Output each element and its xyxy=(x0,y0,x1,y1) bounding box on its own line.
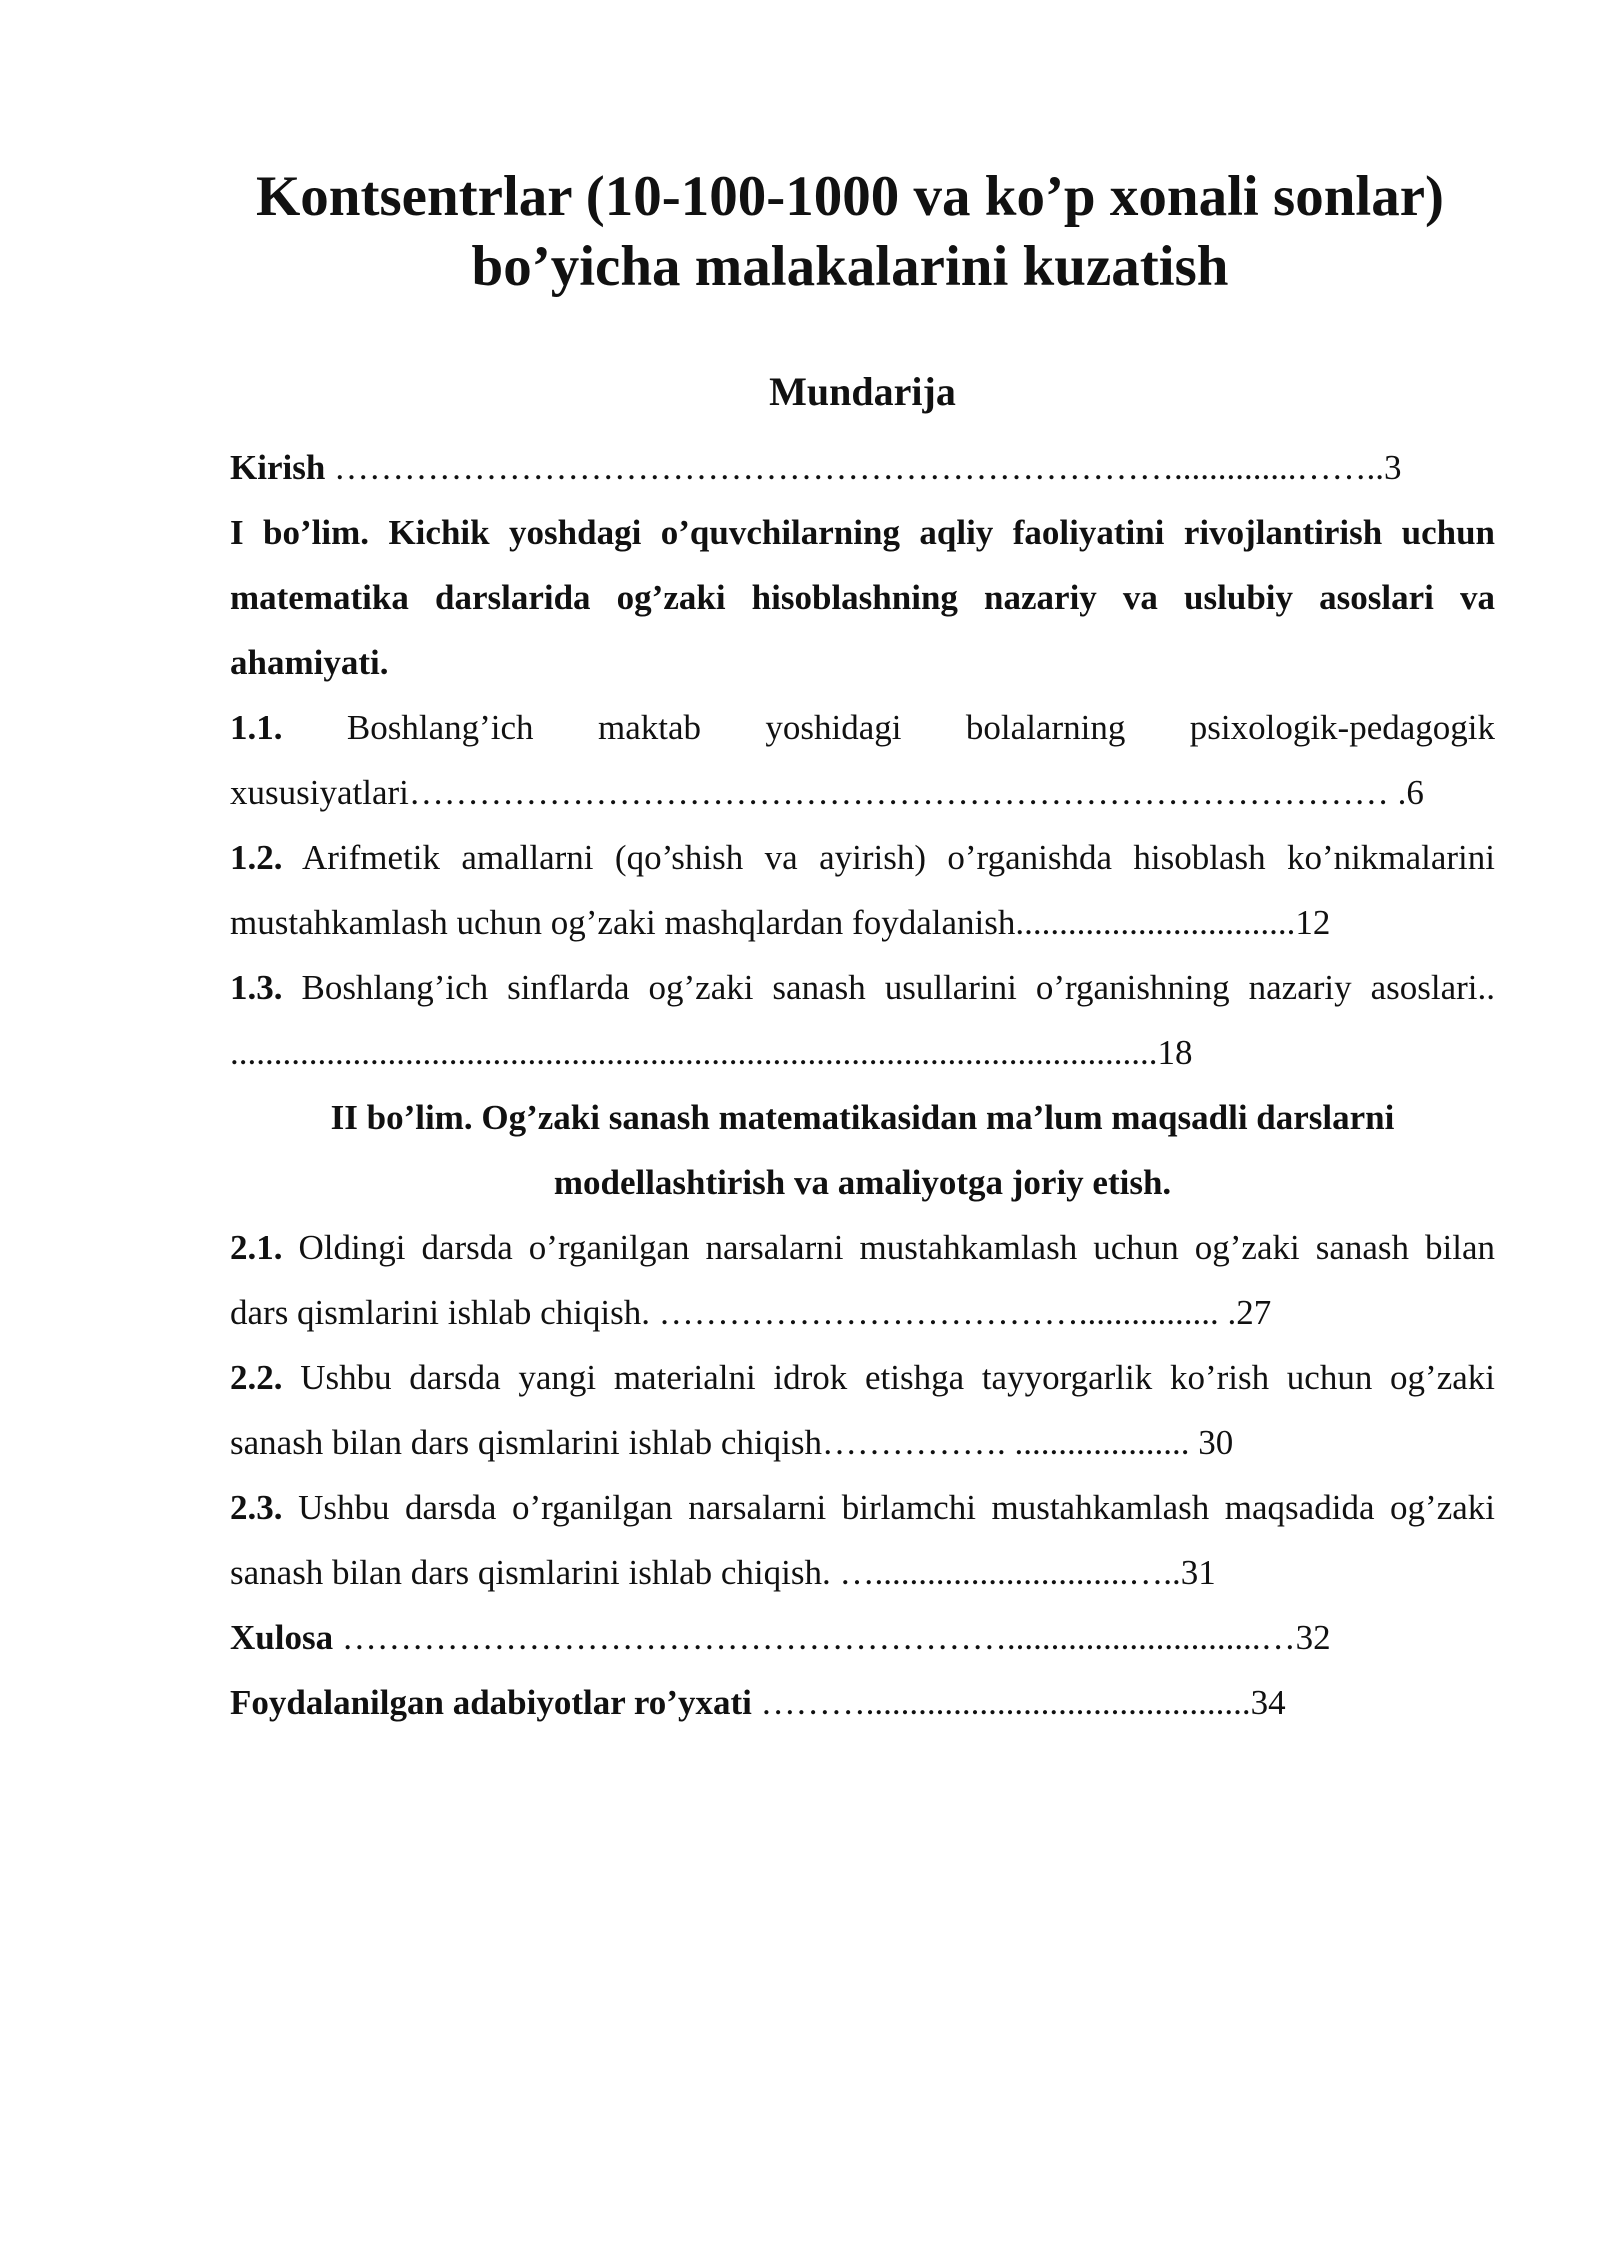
document-title xyxy=(200,162,1500,302)
toc-part-heading: I bo’lim. Kichik yoshdagi o’quvchilarning aqliy faoliyatini rivojlantirish uchun matematika darslarida og’zaki hisoblashning nazariy va uslubiy asoslari va ahamiyati. xyxy=(230,513,1495,682)
toc-entry-text: Ushbu darsda yangi materialni idrok etishga tayyorgarlik ko’rish uchun og’zaki sanash bilan dars qismlarini ishlab chiqish……………. .................... 30 xyxy=(230,1358,1495,1462)
toc-entry-label: Xulosa xyxy=(230,1618,334,1657)
toc-entry-text: Boshlang’ich maktab yoshidagi bolalarning psixologik-pedagogik xususiyatlari………………………………………………………………………… .6 xyxy=(230,708,1495,812)
title-line-2: bo’yicha malakalarini kuzatish xyxy=(471,235,1229,298)
toc-entry-text: Boshlang’ich sinflarda og’zaki sanash usullarini o’rganishning nazariy asoslari.. ..........................................................................................................18 xyxy=(230,968,1495,1072)
toc-entry-part-2 xyxy=(230,1085,1495,1215)
toc-entry-2-2 xyxy=(230,1345,1495,1475)
toc-entry-leader: ………………………………………………………………..............……..3 xyxy=(325,448,1402,487)
toc-entry-number: 2.1. xyxy=(230,1228,283,1267)
toc-entry-conclusion xyxy=(230,1605,1495,1670)
toc-part-heading: II bo’lim. Og’zaki sanash matematikasidan ma’lum maqsadli darslarni modellashtirish va amaliyotga joriy etish. xyxy=(330,1098,1395,1202)
toc-entry-references xyxy=(230,1670,1495,1735)
toc-entry-leader: ………………………………………………….............................…32 xyxy=(333,1618,1331,1657)
toc-entry-label: Foydalanilgan adabiyotlar ro’yxati xyxy=(230,1683,752,1722)
toc-entry-number: 1.3. xyxy=(230,968,283,1007)
table-of-contents xyxy=(230,435,1495,1735)
toc-entry-number: 1.1. xyxy=(230,708,283,747)
toc-entry-number: 2.2. xyxy=(230,1358,283,1397)
toc-entry-1-3 xyxy=(230,955,1495,1085)
toc-entry-number: 2.3. xyxy=(230,1488,283,1527)
toc-heading: Mundarija xyxy=(769,369,956,414)
toc-entry-1-1 xyxy=(230,695,1495,825)
toc-entry-text: Arifmetik amallarni (qo’shish va ayirish) o’rganishda hisoblash ko’nikmalarini mustahkamlash uchun og’zaki mashqlardan foydalanish................................12 xyxy=(230,838,1495,942)
toc-entry-number: 1.2. xyxy=(230,838,283,877)
toc-entry-2-3 xyxy=(230,1475,1495,1605)
toc-entry-part-1 xyxy=(230,500,1495,695)
toc-entry-2-1 xyxy=(230,1215,1495,1345)
toc-entry-leader: ………............................................34 xyxy=(751,1683,1286,1722)
toc-entry-1-2 xyxy=(230,825,1495,955)
title-line-1: Kontsentrlar (10-100-1000 va ko’p xonali sonlar) xyxy=(255,165,1445,228)
toc-entry-text: Ushbu darsda o’rganilgan narsalarni birlamchi mustahkamlash maqsadida og’zaki sanash bilan dars qismlarini ishlab chiqish. ….............................…..31 xyxy=(230,1488,1495,1592)
toc-entry-intro xyxy=(230,435,1495,500)
toc-entry-label: Kirish xyxy=(230,448,326,487)
toc-entry-text: Oldingi darsda o’rganilgan narsalarni mustahkamlash uchun og’zaki sanash bilan dars qismlarini ishlab chiqish. ………………………………................ .27 xyxy=(230,1228,1495,1332)
